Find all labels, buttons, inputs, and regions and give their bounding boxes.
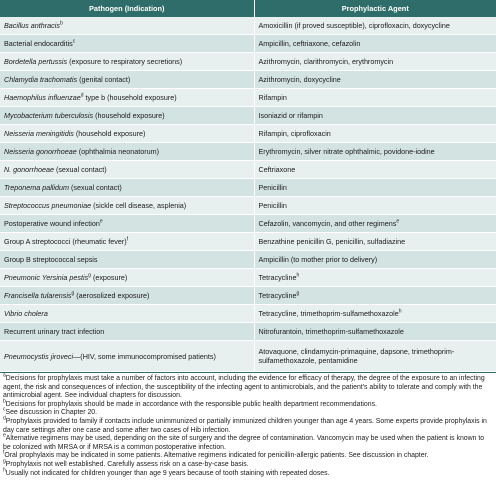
footnote-marker: g (88, 272, 91, 279)
agent-cell (254, 215, 496, 233)
footnote-text: Prophylaxis not well established. Carefully assess risk on a case-by-case basis. (5, 460, 249, 468)
pathogen-cell (0, 143, 254, 161)
pathogen-cell (0, 107, 254, 125)
table-row (0, 35, 496, 53)
pathogen-cell (0, 161, 254, 179)
footnote-marker: h (398, 308, 402, 315)
agent-text: Tetracycline, trimethoprim-sulfamethoxazole (258, 309, 399, 318)
footnote (3, 452, 493, 461)
table-row (0, 125, 496, 143)
table-row (0, 251, 496, 269)
footnote (3, 415, 493, 435)
footnote (3, 467, 493, 479)
pathogen-cell (0, 305, 254, 323)
pathogen-cell (0, 17, 254, 35)
footnote-mark: a (3, 372, 6, 379)
pathogen-name: Streptococcus pneumoniae (4, 201, 92, 210)
footnote-mark: f (3, 450, 5, 457)
indication-text: (household exposure) (73, 129, 146, 138)
pathogen-cell (0, 233, 254, 251)
table-row (0, 71, 496, 89)
table-row (0, 107, 496, 125)
agent-text: Benzathine penicillin G, penicillin, sulfadiazine (258, 237, 406, 246)
agent-text: Erythromycin, silver nitrate ophthalmic, povidone-iodine (258, 147, 435, 156)
pathogen-name: Recurrent urinary tract infection (4, 327, 105, 336)
table-row (0, 53, 496, 71)
table-row (0, 179, 496, 197)
agent-cell (254, 125, 496, 143)
agent-cell (254, 305, 496, 323)
agent-text: Azithromycin, doxycycline (258, 75, 341, 84)
footnote-marker: e (396, 218, 400, 225)
pathogen-name: Treponema pallidum (4, 183, 69, 192)
pathogen-cell (0, 269, 254, 287)
agent-text: Ceftriaxone (258, 165, 296, 174)
footnote-text: Decisions for prophylaxis should be made in accordance with the responsible public health department recommendations. (5, 400, 377, 408)
agent-text: Cefazolin, vancomycin, and other regimens (258, 219, 397, 228)
footnote-text: Alternative regimens may be used, depending on the site of surgery and the degree of contamination. Vancomycin may be used when the patient is known to be colonized with MRSA or if MRSA is a common postoperative infection. (3, 435, 485, 451)
pathogen-cell (0, 89, 254, 107)
pathogen-name: Mycobacterium tuberculosis (4, 111, 94, 120)
agent-cell (254, 161, 496, 179)
footnote-text: See discussion in Chapter 20. (5, 409, 98, 417)
agent-text: Amoxicillin (if proved susceptible), ciprofloxacin, doxycycline (258, 21, 450, 30)
agent-cell (254, 53, 496, 71)
indication-text: (sickle cell disease, asplenia) (91, 201, 187, 210)
agent-text: Azithromycin, clarithromycin, erythromycin (258, 57, 394, 66)
table-row (0, 287, 496, 305)
footnote (3, 372, 493, 401)
footnote-marker: f (126, 236, 129, 243)
indication-text: (exposure) (90, 273, 128, 282)
agent-cell (254, 179, 496, 197)
pathogen-cell (0, 215, 254, 233)
agent-text: Atovaquone, clindamycin-primaquine, dapsone, trimethoprim-sulfamethoxazole, pentamidine (258, 347, 455, 365)
footnote-mark: h (3, 467, 6, 474)
pathogen-name: Bacterial endocarditis (4, 39, 73, 48)
agent-cell (254, 341, 496, 372)
table-row (0, 89, 496, 107)
footnote-mark: e (3, 432, 6, 439)
table-row (0, 305, 496, 323)
pathogen-cell (0, 53, 254, 71)
pathogen-cell (0, 323, 254, 341)
table-row (0, 197, 496, 215)
pathogen-cell (0, 35, 254, 53)
table-row (0, 323, 496, 341)
pathogen-name: Postoperative wound infection (4, 219, 100, 228)
pathogen-name: Neisseria gonorrhoeae (4, 147, 77, 156)
footnote-mark: c (3, 407, 6, 414)
pathogen-name: Pneumocystis jiroveci (4, 351, 74, 361)
footnote-marker: g (71, 290, 75, 297)
footnote-marker: g (296, 290, 300, 297)
pathogen-cell (0, 179, 254, 197)
footnote-marker: b (59, 20, 63, 27)
table-row (0, 143, 496, 161)
pathogen-name: Bordetella pertussis (4, 57, 68, 66)
agent-cell (254, 197, 496, 215)
agent-text: Isoniazid or rifampin (258, 111, 323, 120)
footnote (3, 409, 493, 418)
pathogen-cell (0, 287, 254, 305)
pathogen-name: Bacillus anthracis (4, 21, 60, 30)
indication-text: (ophthalmia neonatorum) (76, 147, 160, 156)
agent-text: Penicillin (258, 201, 287, 210)
footnote (3, 432, 493, 452)
column-header-agent: Prophylactic Agent (254, 0, 496, 17)
agent-cell (254, 323, 496, 341)
indication-text: (sexual contact) (69, 183, 122, 192)
agent-cell (254, 269, 496, 287)
table-row (0, 233, 496, 251)
pathogen-cell (0, 197, 254, 215)
agent-cell (254, 71, 496, 89)
pathogen-name: Group A streptococci (rheumatic fever) (4, 237, 127, 246)
agent-text: Rifampin, ciprofloxacin (258, 129, 331, 138)
pathogen-name: Chlamydia trachomatis (4, 75, 78, 84)
footnotes (0, 372, 496, 478)
footnote-mark: g (3, 458, 6, 465)
table-header-row (0, 0, 496, 17)
agent-text: Penicillin (258, 183, 287, 192)
pathogen-name: Francisella tularensis (4, 291, 72, 300)
agent-cell (254, 143, 496, 161)
footnote-marker: d (80, 92, 84, 99)
indication-text: —(HIV, some immunocompromised patients) (73, 351, 216, 361)
agent-text: Ampicillin, ceftriaxone, cefazolin (258, 39, 361, 48)
agent-text: Tetracycline (258, 273, 297, 282)
pathogen-name: Group B streptococcal sepsis (4, 255, 98, 264)
agent-text: Ampicillin (to mother prior to delivery) (258, 255, 378, 264)
agent-cell (254, 89, 496, 107)
footnote-text: Usually not indicated for children younger than age 9 years because of tooth staining with repeated doses. (5, 469, 330, 477)
footnote-text: Prophylaxis provided to family if contacts include unimmunized or partially immunized children younger than age 4 years. Some experts provide prophylaxis in day care settings after one case and some after two cases of Hib infection. (3, 417, 487, 434)
table-body (0, 17, 496, 372)
indication-text: (genital contact) (77, 75, 131, 84)
column-header-pathogen: Pathogen (Indication) (0, 0, 254, 17)
footnote-marker: c (72, 38, 76, 45)
indication-text: (household exposure) (93, 111, 165, 120)
agent-cell (254, 233, 496, 251)
indication-text: (exposure to respiratory secretions) (67, 57, 183, 66)
agent-cell (254, 251, 496, 269)
agent-cell (254, 35, 496, 53)
pathogen-cell (0, 125, 254, 143)
agent-text: Tetracycline (258, 291, 297, 300)
footnote-mark: d (3, 415, 6, 422)
indication-text: (sexual contact) (53, 165, 107, 174)
pathogen-name: Pneumonic Yersinia pestis (4, 273, 89, 282)
agent-cell (254, 107, 496, 125)
footnote-text: Decisions for prophylaxis must take a number of factors into account, including the evidence for efficacy of therapy, the degree of the exposure to an infecting agent, the risk and consequences of infection, the susceptibility of the infecting agent to antimicrobials, and the patient's ability to tolerate and comply with the antimicrobial agent. See individual chapters for discussion. (3, 375, 485, 400)
table-row (0, 17, 496, 35)
pathogen-name: Haemophilus influenzae (4, 93, 81, 102)
agent-cell (254, 17, 496, 35)
indication-text: type b (household exposure) (83, 93, 177, 102)
footnote-marker: e (99, 218, 103, 225)
table-row (0, 161, 496, 179)
table-row (0, 215, 496, 233)
table-row (0, 269, 496, 287)
pathogen-name: N. gonorrhoeae (4, 165, 54, 174)
table-row (0, 341, 496, 372)
agent-text: Nitrofurantoin, trimethoprim-sulfamethoxazole (258, 327, 404, 336)
indication-text: (aerosolized exposure) (74, 291, 150, 300)
footnote (3, 458, 493, 470)
footnote-marker: h (296, 272, 300, 279)
footnote-mark: b (3, 398, 6, 405)
agent-text: Rifampin (258, 93, 287, 102)
agent-cell (254, 287, 496, 305)
pathogen-cell (0, 251, 254, 269)
pathogen-name: Vibrio cholera (4, 309, 48, 318)
pathogen-cell (0, 341, 254, 372)
footnote-text: Oral prophylaxis may be indicated in some patients. Alternative regimens indicated for penicillin-allergic patients. See discussion in chapter. (4, 452, 429, 460)
pathogen-cell (0, 71, 254, 89)
pathogen-name: Neisseria meningitidis (4, 129, 74, 138)
